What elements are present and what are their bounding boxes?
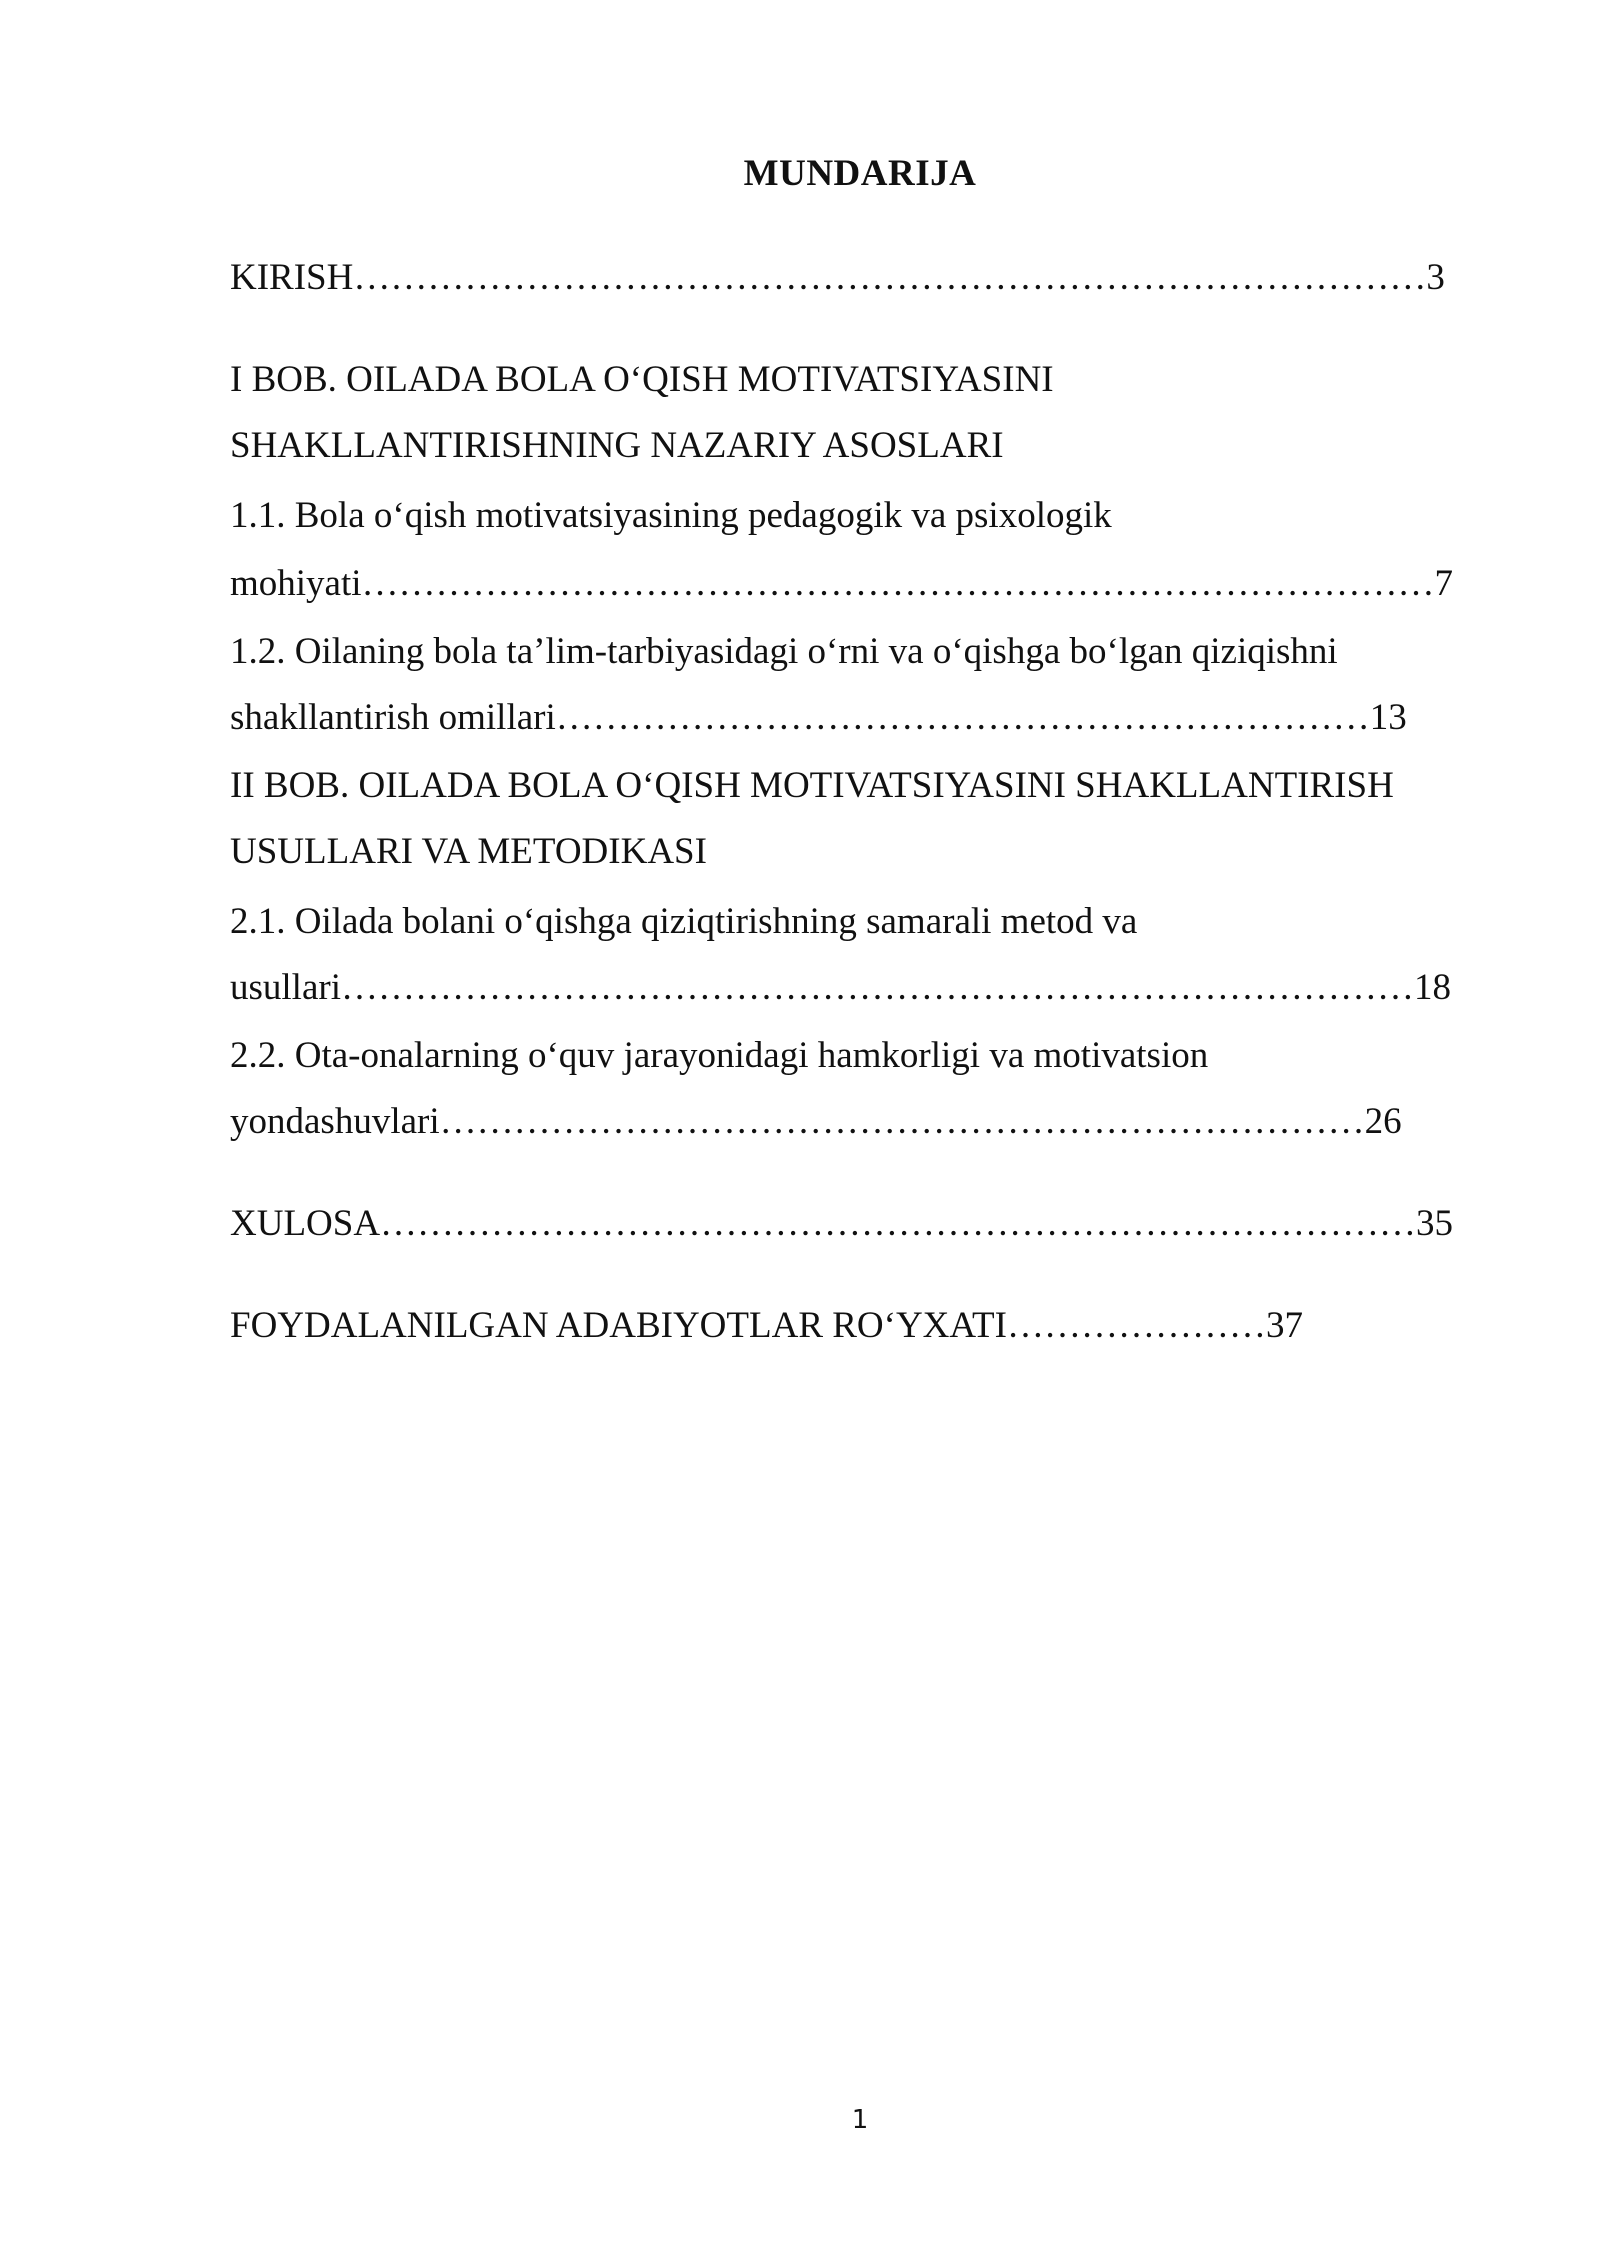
toc-section-2-2-line-2: yondashuvlari…………………………………………………………………26 [230, 1101, 1402, 1142]
page-number: 1 [851, 2105, 869, 2135]
toc-chapter-2-title-line-1: II BOB. OILADA BOLA O‘QISH MOTIVATSIYASINI SHAKLLANTIRISH [230, 765, 1394, 806]
toc-section-1-1-line-1: 1.1. Bola o‘qish motivatsiyasining pedagogik va psixologik [230, 495, 1112, 536]
toc-section-2-2-line-1: 2.2. Ota-onalarning o‘quv jarayonidagi hamkorligi va motivatsion [230, 1035, 1209, 1076]
toc-entry-kirish: KIRISH……………………………………………………………………………3 [230, 257, 1445, 298]
toc-chapter-1-title-line-1: I BOB. OILADA BOLA O‘QISH MOTIVATSIYASINI [230, 359, 1054, 400]
toc-entry-xulosa: XULOSA…………………………………………………………………………35 [230, 1203, 1454, 1244]
toc-section-2-1-line-2: usullari……………………………………………………………………………18 [230, 967, 1451, 1008]
toc-chapter-2-title-line-2: USULLARI VA METODIKASI [230, 831, 707, 872]
toc-section-2-1-line-1: 2.1. Oilada bolani o‘qishga qiziqtirishning samarali metod va [230, 901, 1138, 942]
page-title: MUNDARIJA [743, 153, 977, 194]
toc-section-1-2-line-2: shakllantirish omillari…………………………………………………………13 [230, 697, 1407, 738]
toc-section-1-1-line-2: mohiyati……………………………………………………………………………7 [230, 563, 1454, 604]
toc-chapter-1-title-line-2: SHAKLLANTIRISHNING NAZARIY ASOSLARI [230, 425, 1004, 466]
toc-entry-references: FOYDALANILGAN ADABIYOTLAR RO‘YXATI…………………37 [230, 1305, 1303, 1346]
toc-section-1-2-line-1: 1.2. Oilaning bola ta’lim-tarbiyasidagi o‘rni va o‘qishga bo‘lgan qiziqishni [230, 631, 1338, 672]
